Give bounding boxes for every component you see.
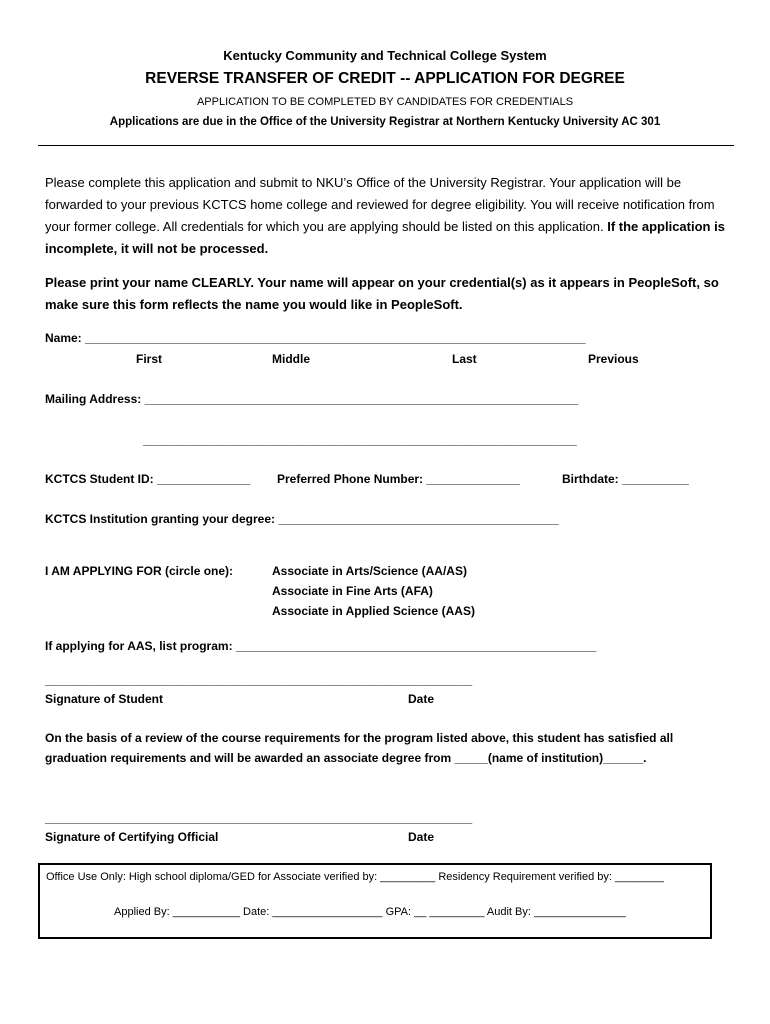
org-name: Kentucky Community and Technical College System <box>223 48 547 63</box>
option-aas[interactable]: Associate in Applied Science (AAS) <box>272 604 475 618</box>
office-use-box <box>38 863 712 939</box>
office-use-line1: Office Use Only: High school diploma/GED for Associate verified by: _________ Residency Requirement verified by: ________ <box>46 871 664 883</box>
student-date-label: Date <box>408 692 435 706</box>
institution-field[interactable]: KCTCS Institution granting your degree: __________________________________________ <box>45 512 559 526</box>
form-title: REVERSE TRANSFER OF CREDIT -- APPLICATION FOR DEGREE <box>145 70 625 87</box>
mailing-address-field[interactable]: Mailing Address: _________________________________________________________________ <box>45 392 579 406</box>
phone-field[interactable]: Preferred Phone Number: ______________ <box>277 472 520 486</box>
office-use-line2: Applied By: ___________ Date: __________________ GPA: __ _________ Audit By: _______________ <box>114 906 626 918</box>
option-afa[interactable]: Associate in Fine Arts (AFA) <box>272 584 433 598</box>
official-date-label: Date <box>408 830 435 844</box>
official-signature-label: Signature of Certifying Official <box>45 830 219 844</box>
name-notice: Please print your name CLEARLY. Your name will appear on your credential(s) as it appears in PeopleSoft, so make sure this form reflects the name you would like in PeopleSoft. <box>45 275 719 312</box>
birthdate-field[interactable]: Birthdate: __________ <box>562 472 689 486</box>
intro-paragraph <box>45 172 725 260</box>
form-subtitle: APPLICATION TO BE COMPLETED BY CANDIDATES FOR CREDENTIALS <box>196 96 574 108</box>
name-field[interactable]: Name: ___________________________________________________________________________ <box>45 331 586 345</box>
name-previous-label: Previous <box>588 352 639 366</box>
student-signature-label: Signature of Student <box>45 692 163 706</box>
mailing-address-line2[interactable]: _________________________________________________________________ <box>143 433 577 447</box>
intro-bold: If the application is incomplete, it will not be processed. <box>45 219 725 256</box>
due-notice: Applications are due in the Office of the University Registrar at Northern Kentucky University AC 301 <box>109 116 661 128</box>
student-id-field[interactable]: KCTCS Student ID: ______________ <box>45 472 251 486</box>
student-signature-line[interactable]: ________________________________________________________________ <box>45 673 473 687</box>
aas-program-field[interactable]: If applying for AAS, list program: ______________________________________________________ <box>45 639 597 653</box>
intro-text: Please complete this application and submit to NKU’s Office of the University Registrar. Your application will be forwarded to your previous KCTCS home college and reviewed for degree eligibility. You will receive notification from your former college. All credentials for which you are applying should be listed on this application. <box>45 175 715 234</box>
certification-statement: On the basis of a review of the course requirements for the program listed above, this student has satisfied all graduation requirements and will be awarded an associate degree from _____(name of institution)______. <box>45 731 674 765</box>
official-signature-line[interactable]: ________________________________________________________________ <box>45 811 473 825</box>
name-middle-label: Middle <box>272 352 310 366</box>
header-divider <box>38 145 734 146</box>
name-last-label: Last <box>452 352 477 366</box>
option-aa-as[interactable]: Associate in Arts/Science (AA/AS) <box>272 564 467 578</box>
applying-for-label: I AM APPLYING FOR (circle one): <box>45 564 234 578</box>
name-first-label: First <box>136 352 163 366</box>
